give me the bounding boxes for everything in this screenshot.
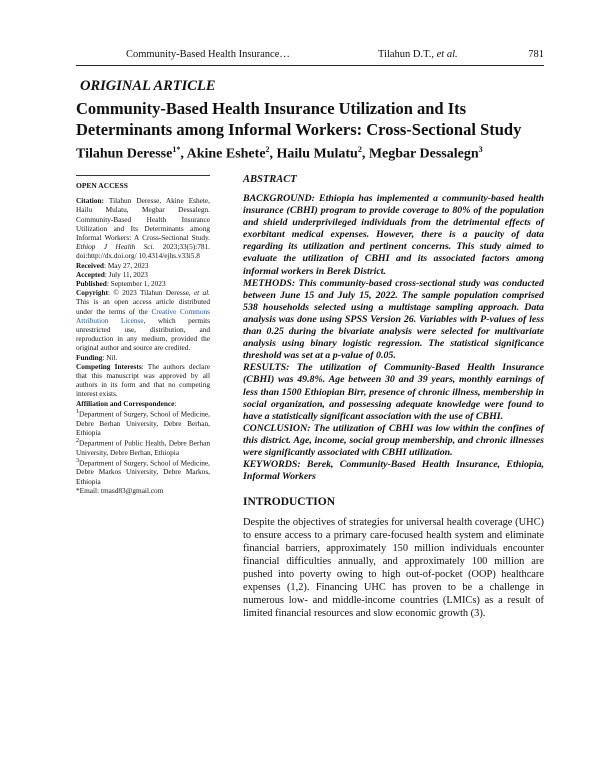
author-name: Akine Eshete — [186, 146, 266, 162]
page-number: 781 — [528, 49, 544, 60]
journal-name: Ethiop J Health Sci. — [76, 242, 155, 252]
funding-block: Funding: Nil. — [76, 352, 118, 362]
introduction-heading: INTRODUCTION — [243, 496, 336, 509]
running-authors-etal: et al. — [436, 49, 458, 60]
author-separator: , — [361, 146, 369, 162]
header-rule — [76, 65, 544, 66]
open-access-label: OPEN ACCESS — [76, 175, 210, 190]
main-column — [243, 174, 544, 621]
author-name: Megbar Dessalegn — [368, 146, 479, 162]
affiliation-item: $^3$Department of Surgery, School of Medicine, Debre Markos University, Debre Markos, Ethiopia — [76, 457, 210, 486]
received-date: Received: May 27, 2023 — [76, 260, 149, 270]
section-type: ORIGINAL ARTICLE — [80, 78, 216, 94]
author-affiliation-mark: 1* — [172, 145, 181, 154]
competing-interests-block: Competing Interests: The authors declare that this manuscript was approved by all authors in its form and that no competing interest exists. — [76, 361, 210, 399]
article-title: Community-Based Health Insurance Utilization and Its Determinants among Informal Workers: Cross-Sectional Study — [76, 99, 522, 139]
running-authors: Tilahun D.T., et al. — [378, 49, 458, 60]
published-date: Published: September 1, 2023 — [76, 279, 166, 289]
running-title: Community-Based Health Insurance… — [126, 49, 290, 60]
introduction-text: Despite the objectives of strategies for universal health coverage (UHC) to ensure access to a primary care-focused health system and eliminate financial barriers, approximately 150 million individuals encounter financial difficulties annually, and approximately 100 million are pushed into poverty owing to high out-of-pocket (OOP) healthcare expenses (1,2). Financing UHC has proven to be a challenge in numerous low- and middle-income countries (LMICs) as a result of limited financial resources and slow economic growth (3). — [243, 517, 544, 619]
author-separator: , — [180, 146, 187, 162]
abstract-heading: ABSTRACT — [243, 174, 297, 185]
citation-block: Citation: Tilahun Deresse, Akine Eshete, Hailu Mulatu, Megbar Dessalegn. Community-Based Health Insurance Utilization and Its Determinants among Informal Workers: A Cross-Sectional Study. Ethiop J Health Sci. 2023;33(5):781. doi:http://dx.doi.org/ 10.4314/ejhs.v33i5.8 — [76, 196, 210, 261]
author-affiliation-mark: 2 — [357, 145, 362, 154]
author-name: Tilahun Deresse — [76, 146, 173, 162]
author-affiliation-mark: 2 — [265, 145, 270, 154]
license-link[interactable]: Creative Commons Attribution License — [76, 306, 210, 325]
affiliation-item: $^2$Department of Public Health, Debre Berhan University, Debre Berhan, Ethiopia — [76, 437, 210, 457]
copyright-block: Copyright: © 2023 Tilahun Deresse, et al. This is an open access article distributed under the terms of the Creative Commons Attribution License, which permits unrestricted use, distribution, and reproduction in any medium, provided the original author and source are credited. — [76, 288, 211, 353]
author-affiliation-mark: 3 — [478, 145, 483, 154]
author-name: Hailu Mulatu — [276, 146, 358, 162]
article-info-sidebar — [76, 175, 210, 495]
accepted-date: Accepted: July 11, 2023 — [76, 269, 148, 279]
abstract-text: BACKGROUND: Ethiopia has implemented a community-based health insurance (CBHI) program to provide coverage to 80% of the population and shield underprivileged individuals from the detrimental effects of exorbitant medical expenses. However, there is a paucity of data regarding its utilization and pertinent concerns. This study aimed to evaluate the utilization of CBHI and its associated factors among informal workers in Berek District. METHODS: This community-based cross-sectional study was conducted between June 15 and July 15, 2022. The sample population comprised 538 households selected using a multistage sampling approach. Data analysis was done using SPSS Version 26. Variables with P-values of less than 0.25 during the bivariate analysis were selected for multivariate analysis using binary logistic regression. The statistical significance threshold was set at a p-value of 0.05. RESULTS: The utilization of Community-Based Health Insurance (CBHI) was 49.8%. Age between 30 and 39 years, monthly earnings of less than 1500 Ethiopian Birr, presence of chronic illness, membership in social organization, and possessing adequate knowledge were found to have a statistically significant association with the use of CBHI. CONCLUSION: The utilization of CBHI was low within the confines of this district. Age, income, social group membership, and chronic illnesses were significantly associated with CBHI utilization. KEYWORDS: Berek, Community-Based Health Insurance, Ethiopia, Informal Workers — [243, 193, 544, 483]
author-list — [76, 145, 483, 163]
affiliation-item: $^1$Department of Surgery, School of Medicine, Debre Berhan University, Debre Berhan, Ethiopia — [76, 408, 210, 437]
correspondence-email[interactable]: *Email: tmasd83@gmail.com — [76, 485, 164, 495]
author-separator: , — [269, 146, 277, 162]
affiliation-heading: Affiliation and Correspondence: — [76, 398, 177, 408]
running-header — [76, 49, 544, 65]
